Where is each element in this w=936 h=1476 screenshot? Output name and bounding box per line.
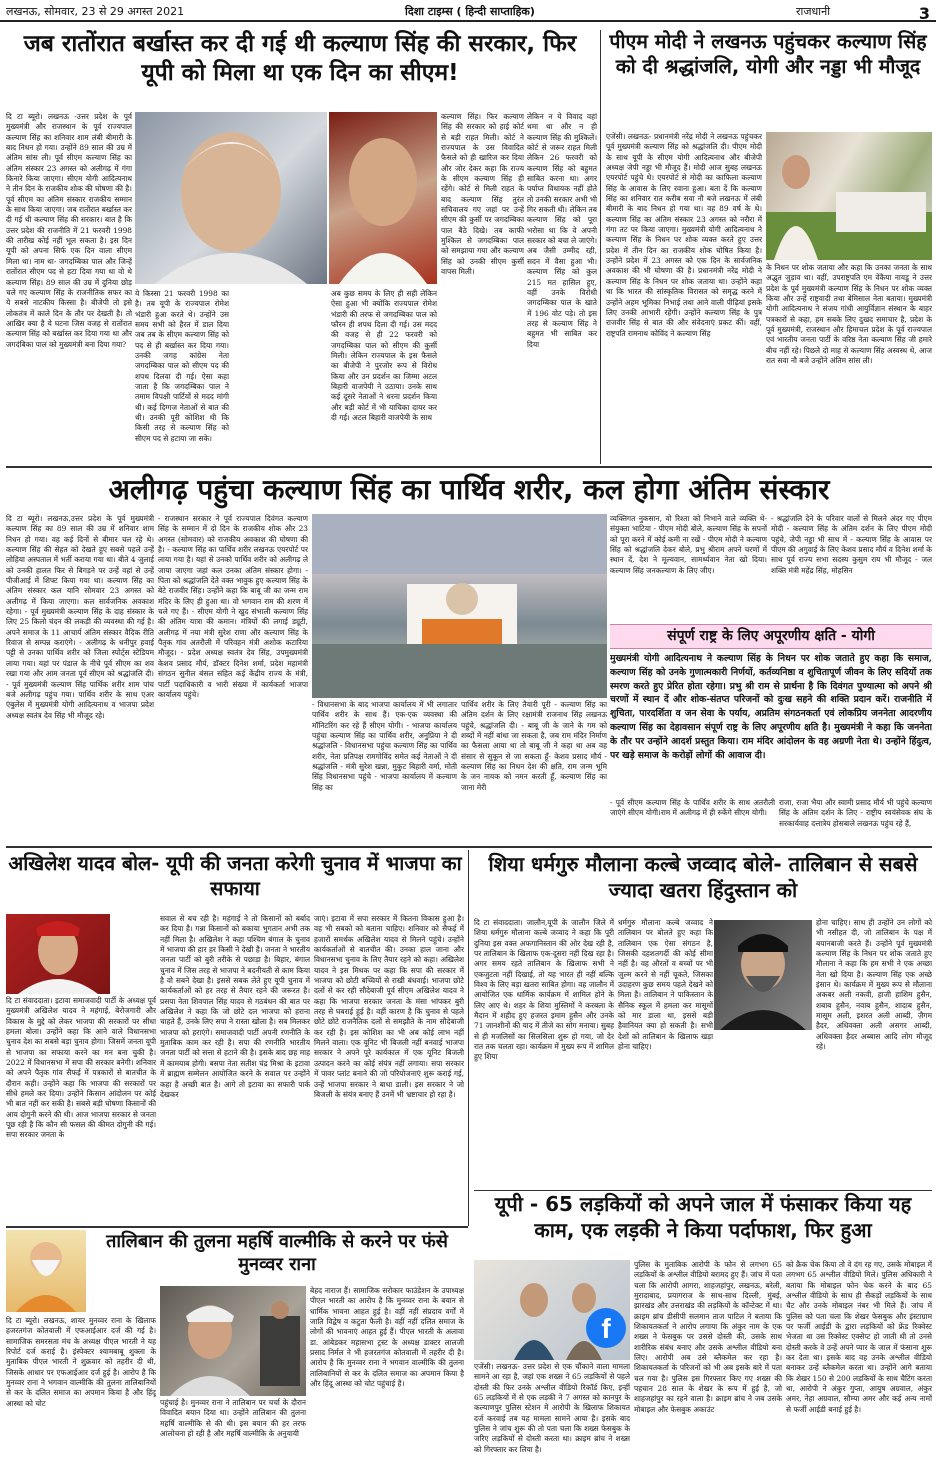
article-3-col-2: - राजस्थान सरकार ने पूर्व राज्यपाल दिवंगत कल्याण सिंह के सम्मान में दो दिन के राजकीय शोक और 23 अगस्त (सोमवार) को राजकीय अवकाश की घोषणा की है। - कल्याण सिंह का पार्थिव शरीर लखनऊ एयरपोर्ट पर लाया गया है। यहां से उनको पार्थिव शरीर को अलीगढ़ ले जाया जाएगा जहां कल उनका अंतिम संस्कार होगा। - पिता को श्रद्धांजलि देते वक्त भावुक हुए कल्याण सिंह के बेटे राजवीर सिंह। उन्होंने कहा कि बाबू जी का जन्म राम मंदिर के लिए ही हुआ था। वो भगवान राम की शरण में चले गए हैं। - सीएम योगी ने खुद संभाली कल्याण सिंह की अंतिम यात्रा की कमान। मंत्रियों की लगाई ड्यूटी, अलीगढ़ में नया मंत्री सुरेश राणा और कल्याण सिंह के पैतृक गांव अतरौली में परिवहन मंत्री अशोक कटारिया मौजूद। - प्रदेश अध्यक्ष स्वतंत्र देव सिंह, उपमुख्यमंत्री केशव प्रसाद मौर्य, डॉक्टर दिनेश शर्मा, प्रदेश महामंत्री संगठन सुनील बंसल सहित कई केंद्रीय राज्य के मंत्री, पार्टी पदाधिकारी व भारी संख्या में कार्यकर्ता भाजपा कार्यालय पहुंचे। <box>158 514 308 699</box>
headline-pm-modi-tribute: पीएम मोदी ने लखनऊ पहुंचकर कल्याण सिंह को दी श्रद्धांजलि, योगी और नड्डा भी मौजूद <box>609 30 927 78</box>
section-rule <box>6 1226 468 1228</box>
akhilesh-yadav-photo <box>6 914 110 994</box>
kalyan-singh-photo-2 <box>329 112 437 284</box>
article-2-col-2: के निधन पर शोक जताया और कहा कि उनका जनता के साथ अद्भुत जुड़ाव था। वहीं, उपराष्ट्रपति एम वेंकैया नायडू ने उत्तर प्रदेश के पूर्व मुख्यमंत्री कल्याण सिंह के निधन पर शोक व्यक्त किया और उन्हें राष्ट्रवादी तथा बेमिसाल नेता बताया। मुख्यमंत्री योगी आदित्यनाथ ने संजय गांधी आयुर्विज्ञान संस्थान के बाहर पत्रकारों से कहा, हम सबके लिए दुखद समाचार है, प्रदेश के पूर्व मुख्यमंत्री, राजस्थान और हिमाचल प्रदेश के पूर्व राज्यपाल एवं भारतीय जनता पार्टी के वरिष्ठ नेता कल्याण सिंह जी हमारे बीच नहीं रहे। पिछले दो माह से कल्याण सिंह अस्वस्थ थे, आज रात सवा नौ बजे उन्होंने अंतिम सांस ली। <box>766 263 932 366</box>
article-3-col-3: - विधानसभा के बाद भाजपा कार्यालय में भी लगातार पार्थिव शरीर के साथ हैं। एक-एक व्यवस्था की मॉनिटरिंग कर रहे हैं सीएम योगी। - भाजपा कार्यालय पहुंचा कल्याण सिंह का पार्थिव शरीर, अनुप्रिया ने दी श्रद्धांजलि - विधानसभा पहुंचा कल्याण सिंह का पार्थिव शरीर, नेता प्रतिपक्ष रामगोविंद समेत कई नेताओं ने दी श्रद्धांजलि - मंत्री सुरेश खन्ना, मुकुट बिहारी वर्मा, मोती सिंह विधानसभा पहुंचे - भाजपा कार्यालय में कल्याण सिंह का <box>312 700 457 792</box>
article-1-col-2: ये किस्सा 21 फरवरी 1998 का है। तब यूपी के राज्यपाल रोमेश भंडारी हुआ करते थे। उन्होंने उस समय सभी को हैरत में डाल दिया जब तब के सीएम कल्याण सिंह को पद से ही बर्खास्त कर दिया गया। उनकी जगह कांग्रेस नेता जगदम्बिका पाल को सीएम पद की शपथ दिलवा दी गई। ऐसा कहा जाता है कि जगदम्बिका पाल ने तमाम विपक्षी पार्टियों से मदद मांगी थी। कई दिग्गज नेताओं से बात की थी। उनकी पूरी कोशिश थी कि किसी तरह से कल्याण सिंह को सीएम पद से हटाया जा सके। <box>135 289 229 443</box>
sub-headline-yogi-quote: संपूर्ण राष्ट्र के लिए अपूरणीय क्षति - योगी <box>610 624 932 649</box>
munawwar-rana-photo <box>160 1286 306 1396</box>
headline-65-girls-case: यूपी - 65 लड़कियों को अपने जाल में फंसाकर किया यह काम, एक लड़की ने किया पर्दाफाश, फिर हुआ <box>494 1192 912 1242</box>
accused-arrest-photo <box>474 1260 630 1360</box>
section-rule <box>6 466 932 468</box>
article-5-col-1: दि टा संवाददाता। जालौन,यूपी के जालौन जिले में शिया धर्मगुरु मौलाना कल्बे जव्वाद ने कहा कि पूरी दुनिया इस वक्त अफगानिस्तान की ओर देख रही है, पर तालिबान के खिलाफ एक-दूसरा नहीं दिख रहा है। अगर समय रहते तालिबान के खिलाफ सभी ने एकजुटता नहीं दिखाई, तो यह भारत ही नहीं बल्कि विश्व के लिए बड़ा खतरा साबित होगा। वह जालौन में आयोजित एक धार्मिक कार्यक्रम में शामिल होने के लिए आए थे। शहर के शिया मुस्लिमों ने करबला के मैदान में शहीद हुए हजरत इमाम हुसैन और उनके 71 जानशीनों की याद में तीजे का सोग मनाया। सुबह से ही मजलिसों का सिलसिला शुरू हो गया, जो देर रात तक चलता रहा। कार्यक्रम में मुख्य रूप में शामिल हुए शिया <box>474 918 614 1062</box>
article-1-col-3: अब कुछ समय के लिए ही सही लेकिन ऐसा हुआ भी क्योंकि राज्यपाल रोमेश भंडारी की तरफ से जगदम्बिका पाल को फौरन ही शपथ दिला दी गई। उस मदद की वजह से ही 22 फरवरी को जगदम्बिका पाल को सीएम की कुर्सी मिली। लेकिन राज्यपाल के इस फैसले का बीजेपी ने पुरजोर रूप से विरोध किया और उन प्रदर्शन का जिम्मा अटल बिहारी वाजपेयी ने उठाया। उनके साथ कई दूसरे नेताओं ने धरना प्रदर्शन किया और बड़ी कोर्ट में भी याचिका दायर कर दी गई। अटल बिहारी वाजपेयी के साथ <box>331 289 437 423</box>
article-4-col-3: जाएं। इटावा में सपा सरकार में कितना विकास हुआ है। वह भी सबको को बताना चाहिए। शनिवार को सैफई में हजारों समर्थक अखिलेश यादव से मिलने पहुंचे। उन्होंने कार्यकर्ताओं से बातचीत की। उनका हाल जाना और विधानसभा चुनाव के लिए तैयार रहने को कहा। अखिलेश यादव ने इस मिथक पर कहा कि सपा की सरकार में भाजपा को छोटी बच्चियों से राखी बंधवाई। भाजपा छोटे दलों से कर रही सौदेबाजी पूर्व सीएम अखिलेश यादव ने कहा कि भाजपा सरकार जनता के मंसा भांपकर बुरी तरह से घबराई हुई है। वहीं कारण है कि चुनाव से पहले छोटे छोटे राजनैतिक दलों से समझौते के नाम सौदेबाजी कर रही है। इस कोशिश का भी अब कोई लाभ नहीं मिलने वाला। एक यूनिट भी बिजली नहीं बनवाई भाजपा सरकार ने अपने पूरे कार्यकाल में एक यूनिट बिजली उत्पादन करने का कोई संयंत्र नहीं लगाया। सपा सरकार में पावर प्लांट बनाने की जो परियोजनाएं शुरू कराई गई, उन्हें भाजपा सरकार ने बाधा डाली। इस सरकार ने जो बिजली के संयंत्र बनाए हैं उनमें भी भ्रष्टाचार हो रहा है। <box>314 914 464 1099</box>
article-3-col-1: दि टा ब्यूरो। लखनऊ,उत्तर प्रदेश के पूर्व मुख्यमंत्री कल्याण सिंह का 89 साल की उम्र में शनिवार शाम निधन हो गया। वह कई दिनों से बीमार चल रहे थे। कल्याण सिंह की सेहत को देखते हुए सबसे पहले उन्हें लोहिया अस्पताल में भर्ती कराया गया था। बीते 4 जुलाई को उनकी हालत फिर से बिगड़ने पर उन्हें वहां से उन्हें पीजीआई में शिफ्ट किया गया था। कल्याण सिंह का अंतिम संस्कार कल यानि सोमवार 23 अगस्त को अलीगढ़ में किया जाएगा। कल सार्वजनिक अवकाश रहेगा। - पूर्व मुख्यमंत्री कल्याण सिंह के दाह संस्कार के लिए 25 किलो चंदन की लकड़ी की व्यवस्था की गई है। अपने समाज के 11 आचार्य अंतिम संस्कार वैदिक रीति रिवाज से सम्पन्न कराएंगे। - अलीगढ़ के धनीपुर हवाई पट्टी से उनका पार्थिव शरीर को जिला स्पोर्ट्स स्टेडियम लाया गया। यहां पर पंडाल के नीचे पूर्व सीएम का शव रखा गया और आम जनता पूर्व सीएम को श्रद्धांजलि दी। - पूर्व मुख्यमंत्री कल्याण सिंह पार्थिक शरीर शाम पांच बजे अलीगढ़ पहुंच गया। पार्थिव शरीर के साथ एअर एंबुलेंस में मुख्यमंत्री योगी आदित्यनाथ व भाजपा प्रदेश अध्यक्ष स्वतंत्र देव सिंह भी मौजूद रहे। <box>6 514 154 720</box>
article-1-col-1: दि टा ब्यूरो। लखनऊ -उत्तर प्रदेश के पूर्व मुख्यमंत्री और राजस्थान के पूर्व राज्यपाल कल्याण सिंह का शनिवार शाम लंबी बीमारी के बाद निधन हो गया। उन्होंने 89 साल की उम्र में अंतिम सांस ली। पूर्व सीएम कल्याण सिंह का अंतिम संस्कार 23 अगस्त को अलीगढ़ में गंगा किनारे किया जाएगा। सीएम योगी आदित्यनाथ ने तीन दिन के राजकीय शोक की घोषणा की है। पूर्व सीएम का अंतिम संस्कार राजकीय सम्मान के साथ किया जाएगा। जब रातोंरात बर्खास्त कर दी गई थी कल्याण सिंह की सरकार। बात है कि उत्तर प्रदेश की राजनीति में 21 फरवरी 1998 की तारीख कोई नहीं भूल सकता है। इस दिन यूपी को अपना सिर्फ एक दिन वाला सीएम मिला था। नाम था- जगदम्बिका पाल और जिन्हें रातोंरात सीएम पद से हटा दिया गया था वो थे कल्याण सिंह। 89 साल की उम्र में दुनिया छोड़ चले गए कल्याण सिंह के राजनीतिक सफर का ये सबसे नाटकीय किस्सा है। बीजेपी तो इसे लोकतंत्र में काले दिन के तौर पर देखती है। तो आखिर क्या है ये घटना जिस वजह से रातोंरात कल्याण सिंह को बर्खास्त कर दिया गया था और जगदंबिका पाल को मुख्यमंत्री बना दिया गया? <box>6 112 132 349</box>
funeral-procession-photo <box>312 514 607 698</box>
article-3-col-8: राजा, राजा भैया और स्वामी प्रसाद मौर्य भी पहुंचे कल्याण सिंह के अंतिम दर्शन के लिए - राष्ट्रीय स्वयंसेवक संघ के सरकार्यवाह दत्तात्रेय होसबाले लखनऊ पहुंच रहे हैं, <box>779 798 932 828</box>
article-4-col-2: सवाल से बच रही है। महंगाई ने तो किसानों को बर्बाद कर दिया है। गन्ना किसानों को बकाया भुगतान अभी तक नहीं मिला है। अखिलेश ने कहा पश्चिम बंगाल के चुनाव में भाजपा की हार हर किसी ने देखी है। जनता ने भारतीय जनता पार्टी को बुरी तरीके से पछाड़ा है। बिहार, बंगाल चुनाव में जिस तरह से भाजपा ने बदनीयती से काम किया है वो सबने देखा है। इससे सबक लेते हुए यूपी चुनाव में कार्यकर्ताओं को हर तरह से तैयार रहने की जरूरत है। प्रसपा नेता शिवपाल सिंह यादव से गठबंधन की बात पर अखिलेश ने कहा कि जो छोटे दल भाजपा को हराना चाहते हैं, उनके लिए सपा ने रास्ता खोला है। सब मिलकर भाजपा को हराएंगे। समाजवादी पार्टी अपनी रणनीति के मुताबिक काम कर रही है। सपा की रणनीति भारतीय जनता पार्टी को सत्ता से हटाने की है। इसके बाद छह माह में कामयाब होगी। बसपा नेता सतीश चंद्र मिश्रा के इटावा में ब्राह्मण सम्मेलन आयोजित करने के सवाल पर उन्होंने कहा है अच्छी बात है। आगे तो इटावा का सफारी पार्क देखकर <box>160 914 310 1099</box>
article-3-col-4: पार्थिव शरीर के लिए तैयारी पूरी - कल्याण सिंह का अंतिम दर्शन के लिए रक्षामंत्री राजनाथ सिंह लखनऊ पहुंचे, श्रद्धांजलि दी। - बाबू जी के जाने के गम को शब्दों में नहीं बांधा जा सकता है, जब राम मंदिर निर्माण का फैसला आया था तो बाबू जी ने कहा था अब वह संसार से सुकून से जा सकता हूँ- केशव प्रसाद मौर्य - कल्याण सिंह का निधन देश की क्षति, राम जन्म भूमि के जन नायक को नमन करती हूँ, कल्याण सिंह का जाना मेरी <box>461 700 607 792</box>
masthead <box>0 0 936 22</box>
article-2-col-1: एजेंसी। लखनऊ- प्रधानमंत्री नरेंद्र मोदी ने लखनऊ पहुंचकर पूर्व मुख्यमंत्री कल्याण सिंह को श्रद्धांजलि दी। पीएम मोदी के साथ यूपी के सीएम योगी आदित्यनाथ और बीजेपी अध्यक्ष जेपी नड्डा भी मौजूद हैं। मोदी आज सुबह लखनऊ एयरपोर्ट पहुंचे थे। एयरपोर्ट से मोदी का काफिला कल्याण सिंह के आवास के लिए रवाना हुआ। बता दें कि कल्याण सिंह का शनिवार रात करीब सवा नौ बजे लखनऊ में लंबी बीमारी के बाद निधन हो गया था। वह 89 वर्ष के थे। कल्याण सिंह का अंतिम संस्कार 23 अगस्त को नरौरा में गंगा तट पर किया जाएगा। मुख्यमंत्री योगी आदित्यनाथ ने कल्याण सिंह के निधन पर शोक व्यक्त करते हुए उत्तर प्रदेश में तीन दिन का राजकीय शोक घोषित किया है। उन्होंने प्रदेश में 23 अगस्त को एक दिन के सार्वजनिक अवकाश की भी घोषणा की है। प्रधानमंत्री नरेंद्र मोदी ने कल्याण सिंह के निधन पर शोक जताया था। उन्होंने कहा था कि भारत की सांस्कृतिक विरासत को समृद्ध करने में उन्होंने अहम भूमिका निभाई तथा आने वाली पीढ़ियां इसके लिए उनकी आभारी रहेंगी। उन्होंने कल्याण सिंह के पुत्र राजवीर सिंह से बात की और संवेदनाएं प्रकट कीं। वहीं, राष्ट्रपति रामनाथ कोविंद ने कल्याण सिंह <box>606 132 762 338</box>
article-5-col-2: धर्मगुरु मौलाना कल्बे जव्वाद ने तालिबान पर बोलते हुए कहा कि तालिबान एक ऐसा संगठन है, जिसकी दहशतगर्दी की कोई सीमा नहीं है। वह औरतों व बच्चों पर भी जुल्म करने से नहीं चूकते, जिसका उदाहरण कुछ समय पहले देखने को मिला है। तालिबान ने पाकिस्तान के सैनिक स्कूल में हमला कर मासूमों को मार डाला था, इससे बड़ी हैवानियत क्या हो सकती है। सभी देशों को तालिबान के खिलाफ खड़ा होना चाहिए। <box>618 918 713 1052</box>
article-4-col-1: दि टा संवाददाता। इटावा समाजवादी पार्टी के अध्यक्ष पूर्व मुख्यमंत्री अखिलेश यादव ने महंगाई, बेरोजगारी और विकास के मुद्दे को लेकर भाजपा की सरकारों पर सीधा हमला बोला। उन्होंने कहा कि आने वाले विधानसभा चुनाव देश का सबसे बड़ा चुनाव होगा। जिसमें जनता यूपी से भाजपा का सफाया करने का मन बना चुकी है। 2022 में विधानसभा में सपा की सरकार बनेगी। शनिवार को अपने पैतृक गांव सैफई में पत्रकारों से बातचीत के दौरान कही। उन्होंने कहा कि भाजपा की सरकारों पर सीधे हमले कर दिया। उन्होंने किसान आंदोलन पर कोई भी बात नहीं कर सकी है। सबसे बड़ी घोषणा किसानों की आय दोगुनी करने की थी। आज भाजपा सरकार से जनता पूछ रही है कि कौन सी फसल की कीमत दोगुनी की गई। सपा सरकार जनता के <box>6 996 156 1140</box>
yogi-quote-box: मुख्यमंत्री योगी आदित्यनाथ ने कल्याण सिंह के निधन पर शोक जताते हुए कहा कि समाज, कल्याण सिंह को उनके गुणात्मकारी निर्णयों, कर्तव्यनिष्ठा व शुचितापूर्ण जीवन के लिए सदियों तक स्मरण करते हुए प्रेरित होता रहेगा। प्रभु श्री राम से प्रार्थना है कि दिवंगत पुण्यात्मा को अपने श्री चरणों में स्थान दें और शोक-संतप्त परिजनों को दुःख सहने की शक्ति प्रदान करें। राजनीति में शुचिता, पारदर्शिता व जन सेवा के पर्याय, अप्रतिम संगठनकर्ता एवं लोकप्रिय जननेता आदरणीय कल्याण सिंह का देहावसान संपूर्ण राष्ट्र के लिए अपूरणीय क्षति है। मुख्यमंत्री ने कहा कि जननेता के तौर पर उन्होंने आदर्श प्रस्तुत किया। राम मंदिर आंदोलन के वह अग्रणी नेता थे। उन्होंने हिंदुत्व, पर खड़े समाज के करोड़ों लोगों की आवाज दी। <box>610 653 932 761</box>
section-rule <box>6 846 932 848</box>
maharishi-valmiki-illustration <box>6 1230 86 1312</box>
section-rule <box>474 1190 932 1191</box>
article-1-col-4: कल्याण सिंह। फिर कल्याण सिंह की सरकार को हाई कोर्ट से बड़ी राहत मिली। कोर्ट ने राज्यपाल के उस विवादित फैसले को ही खारिज कर दिया और जोर देकर कहा कि राज्य के सीएम कल्याण सिंह ही रहेंगे। कोर्ट से मिली राहत के बाद कल्याण सिंह तुरंत सचिवालय गए जहां पर उन्हें सीएम की कुर्सी पर जगदम्बिका पाल बैठे दिखे। तब काफी मुश्किल से जगदम्बिका पाल को समझाया गया और कल्याण सिंह को उनकी सीएम कुर्सी वापस मिली। <box>441 112 524 277</box>
article-7-col-2: पहुंचाई है। मुनव्वर राना ने तालिबान पर चर्चा के दौरान विवादित बयान दिया था। उन्होंने तालिबान की तुलना महर्षि वाल्मीकि से की थी। इस बयान की हर तरफ आलोचना हो रही है और महर्षि वाल्मीकि के अनुयायी <box>160 1398 306 1439</box>
headline-munawwar-rana: तालिबान की तुलना महर्षि वाल्मीकि से करने पर फंसे मुनव्वर राना <box>106 1231 448 1276</box>
article-3-col-5: व्यक्तिगत नुकसान, वो रिश्ता को निभाने वाले व्यक्ति थे- संयुक्ता भाटिया - पीएम मोदी बोले, कल्याण सिंह के सपनों को पूरा करने में कोई कमी ना रखें - पीएम मोदी ने कल्याण सिंह को श्रद्धांजलि देकर बोले, प्रभु श्रीराम अपने चरणों में स्थान दें, देश ने मूल्यवान, सामर्थ्यवान नेता खो दिया। कल्याण सिंह जनकल्याण के लिए जीए। <box>610 514 767 575</box>
svg-text:f: f <box>601 1313 611 1344</box>
headline-kalyan-govt-dismissed: जब रातोंरात बर्खास्त कर दी गई थी कल्याण सिंह की सरकार, फिर यूपी को मिला था एक दिन का सीएम! <box>23 31 577 87</box>
masthead-paper-name: दिशा टाइम्स ( हिन्दी साप्ताहिक) <box>405 5 535 18</box>
article-1-col-5: लेकिन न ये विवाद वहां थमा था और न ही कल्याण सिंह की मुश्किलें। कोर्ट से जरूर राहत मिली लेकिन 26 फरवरी को कल्याण सिंह को बहुमत साबित करना था। अगर पर्याप्त विधायक नहीं होते तो उनकी सरकार अभी भी गिर सकती थी। लेकिन तब कल्याण सिंह को पूरा भरोसा था कि वे अपनी सरकार को बचा ले जाएंगे। अब जैसी उम्मीद रही, सदन में वैसा हुआ भी। कल्याण सिंह को कुल 215 मत हासिल हुए, वहीं उनके विरोधी जगदम्बिका पाल के खाते में 196 वोट पड़े। तो इस तरह से कल्याण सिंह ने बहुमत भी साबित कर दिया <box>527 112 597 349</box>
article-7-col-3: बेहद नाराज हैं। सामाजिक सरोकार फाउंडेशन के उपाध्यक्ष पीएल भारती का आरोप है कि मुनव्वर राना के बयान से धार्मिक भावना आहत हुई है। वहीं नहीं संप्रदाय वर्गों में जाति विद्वेष व कटुता फैली है। वहीं नहीं दलित समाज के लोगों की भावनाएं आहत हुई हैं। पीएल भारती के अलावा डा. आंबेडकर महासभा ट्रस्ट के अध्यक्ष डाक्टर लालजी प्रसाद निर्मल ने भी हजरतगंज कोतवाली में तहरीर दी है। आरोप है कि मुनव्वर राना ने भगवान वाल्मीकि की तुलना तालिबानियों से कर के दलित समाज का अपमान किया है और हिंदू आस्था को चोट पहुंचाई है। <box>310 1286 464 1389</box>
headline-akhilesh-yadav: अखिलेश यादव बोल- यूपी की जनता करेगी चुनाव में भाजपा का सफाया <box>8 852 462 900</box>
headline-maulana-kalbe-jawwad: शिया धर्मगुरु मौलाना कल्बे जव्वाद बोले- तालिबान से सबसे ज्यादा खतरा हिंदुस्तान को <box>488 852 918 902</box>
article-1-col-2b <box>233 289 327 464</box>
article-6-col-2: पुलिस के मुताबिक आरोपी के फोन से लगभग 65 लड़कियों के अश्लील वीडियो बरामद हुए हैं। जांच में पता चला कि आरोपी आगरा, शाहजहांपुर, लखनऊ, बरेली, मुरादाबाद, प्रयागराज के साथ-साथ दिल्ली, मुंबई, झारखंड और उत्तराखंड की लड़कियों के कॉन्टेक्ट में था। क्राइम ब्रांच डीसीपी सलमान ताज पाटिल ने बताया कि शिकायतकर्ता ने आरोप लगाया कि अंकुर नाम के एक शख्स ने फेसबुक पर उससे दोस्ती की, उसके साथ शारीरिक संबंध बनाए और उसके अश्लील वीडियो बना लिए। आरोपी अब उसे ब्लैकमेल कर रहा है। शिकायतकर्ता के परिजनों को भी अब इसके बारे में पता चल गया है। पुलिस इस गिरफ्तार किए गए शख्स की पहचान 28 साल के शेखर के रूप में हुई है, जो शाहजहांपुर का रहने वाला है। क्राइम ब्रांच ने जब उसके मोबाइल और फेसबुक अकाउंट <box>634 1260 782 1414</box>
article-5-col-3: होना चाहिए। साथ ही उन्होंने उन लोगों को भी नसीहत दी, जो तालिबान के पक्ष में बयानबाजी करते हैं। उन्होंने पूर्व मुख्यमंत्री कल्याण सिंह के निधन पर शोक जताते हुए मौलाना ने कहा कि हम सभी ने एक अच्छा नेता खो दिया है। कल्याण सिंह एक अच्छे इंसान थे। कार्यक्रम में मुख्य रूप से मौलाना अकबर अली नकवी, हाजी हाशिम हुसैन, शबाब हुसैन, नवाब हुसैन, शादाब हुसैन, मासूम अली, इशरत अली आब्दी, ज़ैगम हैदर, अधिवक्ता अली असगर आब्दी, अधिवक्ता हैदर अब्बास आदि लोग मौजूद रहे। <box>816 918 932 1052</box>
masthead-date: लखनऊ, सोमवार, 23 से 29 अगस्त 2021 <box>6 5 185 18</box>
article-3-col-7: - पूर्व सीएम कल्याण सिंह के पार्थिव शरीर के साथ अतरौली जाएंगे सीएम योगी।राम में अलीगढ़ में ही रुकेंगे सीएम योगी। <box>610 798 775 818</box>
article-6-col-1: एजेंसी। लखनऊ- उत्तर प्रदेश से एक चौंकाने वाला मामला सामने आ रहा है, जहां एक शख्स ने 65 लड़कियों से पहले दोस्ती की फिर उनके अश्लील वीडियो रिकॉर्ड किए, इन्हीं 65 लड़कियों में से एक लड़की ने 7 अगस्त को कानपुर के कल्याणपुर पुलिस स्टेशन में आरोपी के खिलाफ शिकायत दर्ज करवाई तब यह मामला सामने आया है। इसके बाद पुलिस ने जांच शुरू की तो पता चला कि शख्स फेसबुक के जरिए लड़कियों से दोस्ती करता था। क्राइम ब्रांच ने शख्स को गिरफ्तार कर लिया है। <box>474 1362 630 1454</box>
column-divider <box>600 30 601 464</box>
pm-modi-tribute-photo <box>766 132 932 260</box>
page-number: 3 <box>918 4 930 22</box>
headline-aligarh-last-rites: अलीगढ़ पहुंचा कल्याण सिंह का पार्थिव शरीर, कल होगा अंतिम संस्कार <box>108 473 830 506</box>
masthead-section: राजधानी <box>796 5 831 18</box>
article-3-col-6: - श्रद्धांजलि देने के परिवार वालों से मिलने अंदर गए पीएम मोदी - कल्याण सिंह के अंतिम दर्शन के लिए पीएम मोदी पहुंचे, जेपी नड्डा भी साथ में - कल्याण सिंह के आवास पर पीएम की अगुवाई के लिए केशव प्रसाद मौर्य व दिनेश शर्मा के साथ पूर्व राज्य सभा सदस्य कुसुम राय भी मौजूद - जल शक्ति मंत्री महेंद्र सिंह, मोहसिन <box>771 514 932 575</box>
kalyan-singh-photo-1 <box>135 112 327 284</box>
article-7-col-1: दि टा ब्यूरो। लखनऊ, शायर मुनव्वर राना के खिलाफ हजरतगंज कोतवाली में एफआईआर दर्ज की गई है। सामाजिक समरसता मंच के अध्यक्ष पीएल भारती ने यह रिपोर्ट दर्ज कराई है। इंस्पेक्टर श्यामबाबू शुक्ला के मुताबिक पीएल भारती ने शुक्रवार को तहरीर दी थी, जिसके आधार पर एफआईआर दर्ज हुई है। आरोप है कि मुनव्वर राना ने भगवान वाल्मीकि की तुलना तालिबानियों से कर के दलित समाज का अपमान किया है और हिंदू आस्था को चोट <box>6 1316 156 1408</box>
article-6-col-3: को क्रैक चेक किया तो वे दंग रह गए, उसके मोबाइल में लगभग 65 अश्लील वीडियो मिले। पुलिस अधिकारी ने बताया कि मोबाइल फोन चेक करने के बाद 65 अश्लील वीडियो के साथ ही सैकड़ों लड़कियों के साथ चैट और उनके मोबाइल नंबर भी मिले हैं। जांच में पुलिस को पता चला कि शेखर फेसबुक और इंस्टाग्राम पर फर्जी आईडी के द्वारा लड़कियों को फ्रेंड रिक्वेस्ट भेजता था उस रिक्वेस्ट एक्सेप्ट हो जाती थी तो उनसे दोस्ती करके वे उन्हें अपने प्यार के जाल में फंसाना शुरू कर देता था। इसके बाद वह उनके अश्लील वीडियो बनाकर उन्हें ब्लैकमेल करता था। उन्होंने आगे बताया कि शेखर 150 से 200 लड़कियों के साथ चैटिंग करता था, आरोपी ने अंकुर गुप्ता, आयुष अग्रवाल, अंकुर अमर, नेहा अग्रवाल, सौम्या अमर और कई अन्य नामों से फर्जी आईडी बनाई हुई है। <box>786 1260 932 1414</box>
maulana-kalbe-jawwad-photo <box>714 920 812 1030</box>
column-divider <box>468 850 469 1226</box>
